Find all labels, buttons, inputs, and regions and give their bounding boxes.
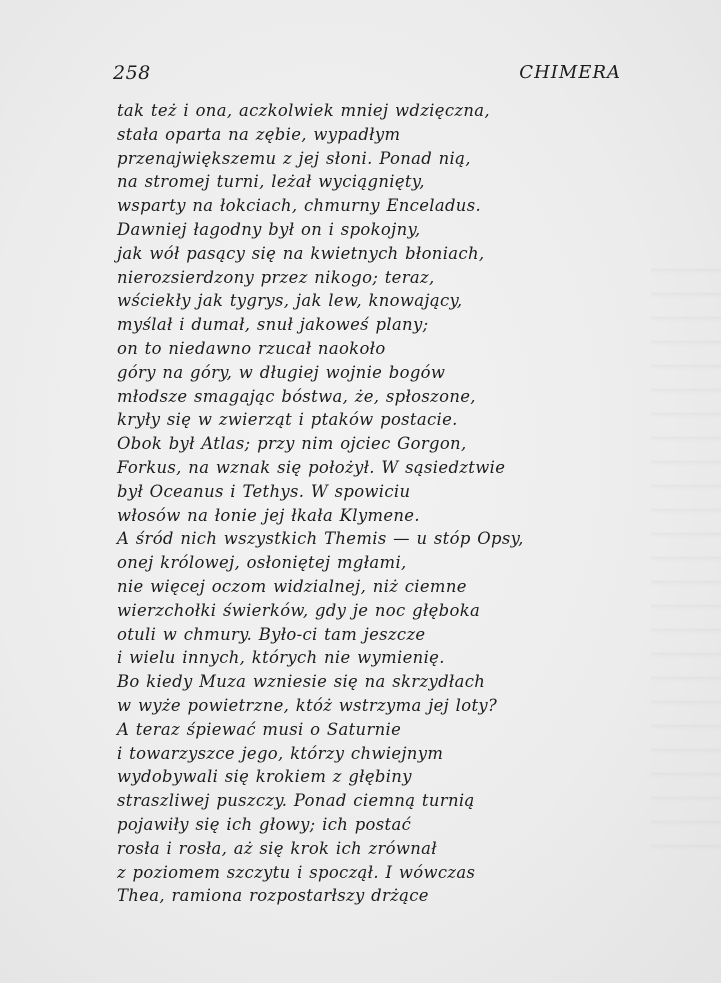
poem-line: wydobywali się krokiem z głębiny	[117, 767, 412, 787]
poem-line: wściekły jak tygrys, jak lew, knowający,	[117, 291, 463, 311]
poem-line: był Oceanus i Tethys. W spowiciu	[117, 481, 411, 501]
poem-line: Thea, ramiona rozpostarłszy drżące	[117, 886, 429, 906]
poem-line: jak wół pasący się na kwietnych błoniach,	[117, 243, 485, 263]
poem-line: Forkus, na wznak się położył. W sąsiedztwie	[117, 457, 506, 477]
poem-line: A śród nich wszystkich Themis — u stóp Opsy,	[117, 529, 524, 549]
poem-line: myślał i dumał, snuł jakoweś plany;	[117, 315, 429, 335]
poem-line: nie więcej oczom widzialnej, niż ciemne	[117, 576, 467, 596]
poem-line: i towarzyszce jego, którzy chwiejnym	[117, 743, 444, 763]
poem-line: straszliwej puszczy. Ponad ciemną turnią	[117, 791, 475, 811]
poem-line: nierozsierdzony przez nikogo; teraz,	[117, 267, 435, 287]
poem-line: wierzchołki świerków, gdy je noc głęboka	[117, 600, 481, 620]
poem-line: z poziomem szczytu i spoczął. I wówczas	[117, 862, 476, 882]
poem-line: i wielu innych, których nie wymienię.	[117, 648, 445, 668]
page-number: 258	[113, 62, 151, 84]
poem-line: przenajwiększemu z jej słoni. Ponad nią,	[117, 148, 471, 168]
poem-line: stała oparta na zębie, wypadłym	[117, 124, 401, 144]
poem-line: młodsze smagając bóstwa, że, spłoszone,	[117, 386, 476, 406]
poem-line: w wyże powietrzne, któż wstrzyma jej loty?	[117, 695, 498, 715]
poem-line: otuli w chmury. Było-ci tam jeszcze	[117, 624, 426, 644]
poem-text	[117, 99, 537, 908]
poem-line: kryły się w zwierząt i ptaków postacie.	[117, 410, 458, 430]
poem-line: Bo kiedy Muza wzniesie się na skrzydłach	[117, 672, 486, 692]
poem-line: on to niedawno rzucał naokoło	[117, 338, 386, 358]
running-head-title: CHIMERA	[519, 62, 621, 83]
page-header	[113, 62, 621, 90]
poem-line: rosła i rosła, aż się krok ich zrównał	[117, 838, 437, 858]
poem-line: Obok był Atlas; przy nim ojciec Gorgon,	[117, 434, 467, 454]
poem-line: tak też i ona, aczkolwiek mniej wdzięczna,	[117, 101, 490, 120]
poem-line: A teraz śpiewać musi o Saturnie	[117, 719, 402, 739]
poem-line: onej królowej, osłoniętej mgłami,	[117, 553, 407, 573]
poem-line: włosów na łonie jej łkała Klymene.	[117, 505, 420, 525]
paper-bleed-through	[651, 250, 721, 850]
poem-line: wsparty na łokciach, chmurny Enceladus.	[117, 196, 482, 216]
poem-line: góry na góry, w długiej wojnie bogów	[117, 362, 446, 382]
poem-line: Dawniej łagodny był on i spokojny,	[117, 219, 421, 239]
poem-line: na stromej turni, leżał wyciągnięty,	[117, 172, 425, 192]
poem-line: pojawiły się ich głowy; ich postać	[117, 814, 412, 834]
